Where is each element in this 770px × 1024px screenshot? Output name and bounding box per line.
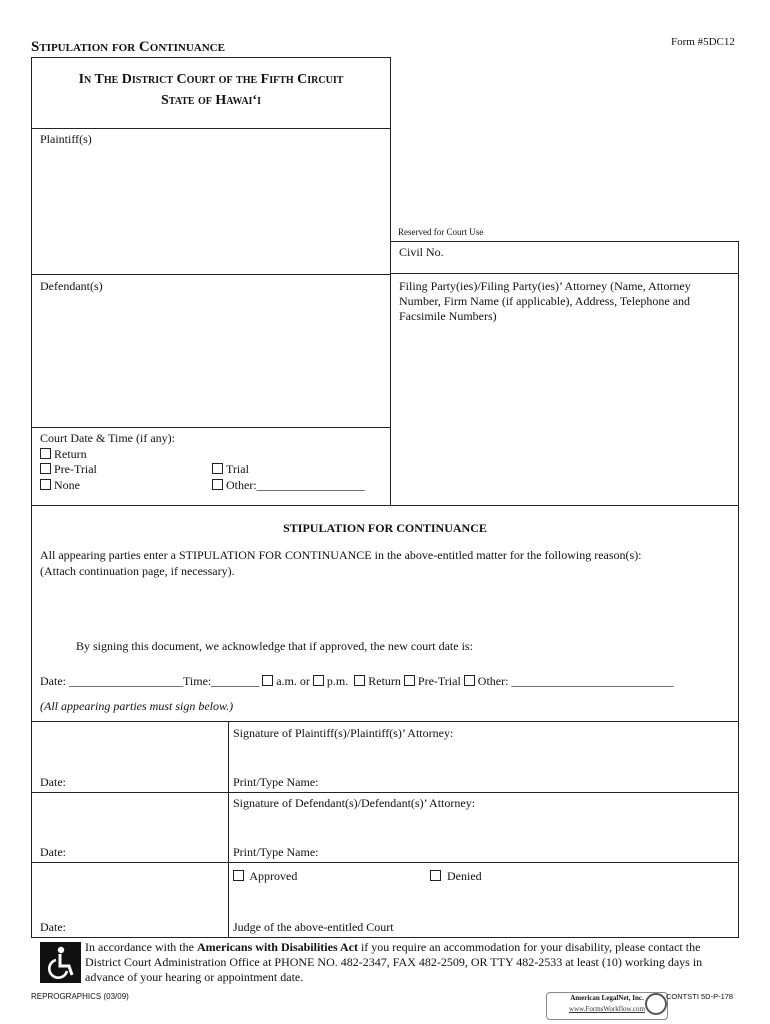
sig-grid-divider (228, 721, 229, 938)
ada-notice: In accordance with the Americans with Disabilities Act if you require an accommodation for your disability, please contact the District Court Administration Office at PHONE NO. 482-2347, FAX 482-2509, OR TTY 482-2533 at least (10) working days in advance of your hearing or appointment date. (85, 940, 703, 984)
reprographics-code: REPROGRAPHICS (03/09) (31, 992, 129, 1001)
checkbox-trial[interactable]: Trial (212, 462, 249, 477)
checkbox-icon (212, 479, 223, 490)
defendant-divider (31, 427, 391, 428)
checkbox-icon (430, 870, 441, 881)
pm-checkbox[interactable] (313, 675, 324, 686)
right-border (738, 274, 739, 506)
plaintiff-label: Plaintiff(s) (40, 132, 92, 146)
checkbox-icon (40, 463, 51, 474)
judge-signature-label[interactable]: Judge of the above-entitled Court (233, 920, 394, 934)
middle-border (390, 129, 391, 506)
pretrial-checkbox[interactable] (404, 675, 415, 686)
return-checkbox[interactable] (354, 675, 365, 686)
defendant-label: Defendant(s) (40, 279, 103, 293)
publisher-name: American LegalNet, Inc. (570, 994, 644, 1002)
sig-grid-top (31, 721, 739, 722)
am-checkbox[interactable] (262, 675, 273, 686)
acknowledge-text: By signing this document, we acknowledge that if approved, the new court date is: (76, 639, 473, 653)
new-date-line: Date: ___________________Time:________ a.m. or p.m. Return Pre-Trial Other: ___________________________ (40, 674, 674, 688)
plaintiff-signature-label[interactable]: Signature of Plaintiff(s)/Plaintiff(s)’ Attorney: (233, 726, 454, 740)
checkbox-return[interactable]: Return (40, 447, 87, 462)
form-title: Stipulation for Continuance (31, 39, 225, 55)
left-border (31, 129, 32, 506)
form-number: Form #5DC12 (671, 36, 735, 48)
checkbox-none[interactable]: None (40, 478, 80, 493)
other-checkbox[interactable] (464, 675, 475, 686)
approved-checkbox[interactable]: Approved (233, 869, 297, 884)
civil-no-label: Civil No. (399, 245, 444, 259)
court-name: In The District Court of the Fifth Circuit (78, 72, 344, 87)
defendant-date-label[interactable]: Date: (40, 845, 66, 859)
court-state: State of Hawaiʻi (161, 93, 261, 108)
date-time-field[interactable]: Date: ___________________Time:________ (40, 674, 260, 688)
sig-row-divider-1 (31, 792, 739, 793)
publisher-url[interactable]: www.FormsWorkflow.com (569, 1005, 645, 1013)
defendant-print-name[interactable]: Print/Type Name: (233, 845, 319, 859)
form-code: CONTSTI 5D-P-178 (666, 992, 734, 1001)
attach-page-note: (Attach continuation page, if necessary). (40, 564, 235, 578)
checkbox-other[interactable]: Other:__________________ (212, 478, 365, 493)
plaintiff-print-name[interactable]: Print/Type Name: (233, 775, 319, 789)
checkbox-icon (40, 448, 51, 459)
publisher-logo-icon (645, 993, 667, 1015)
plaintiff-date-label[interactable]: Date: (40, 775, 66, 789)
checkbox-icon (212, 463, 223, 474)
checkbox-icon (40, 479, 51, 490)
defendant-signature-label[interactable]: Signature of Defendant(s)/Defendant(s)’ Attorney: (233, 796, 476, 810)
stipulation-heading: STIPULATION FOR CONTINUANCE (283, 521, 487, 535)
denied-checkbox[interactable]: Denied (430, 869, 482, 884)
checkbox-icon (233, 870, 244, 881)
sig-row-divider-2 (31, 862, 739, 863)
judge-date-label[interactable]: Date: (40, 920, 66, 934)
plaintiff-divider (31, 274, 391, 275)
stipulation-reason-text: All appearing parties enter a STIPULATION FOR CONTINUANCE in the above-entitled matter for the following reason(s): (40, 548, 642, 562)
checkbox-pretrial[interactable]: Pre-Trial (40, 462, 97, 477)
filing-party-label: Filing Party(ies)/Filing Party(ies)’ Attorney (Name, Attorney Number, Firm Name (if applicable), Address, Telephone and Facsimile Numbers) (399, 279, 691, 323)
reserved-label: Reserved for Court Use (398, 227, 484, 237)
court-date-label: Court Date & Time (if any): (40, 431, 175, 445)
must-sign-note: (All appearing parties must sign below.) (40, 699, 234, 713)
wheelchair-icon (40, 942, 81, 983)
